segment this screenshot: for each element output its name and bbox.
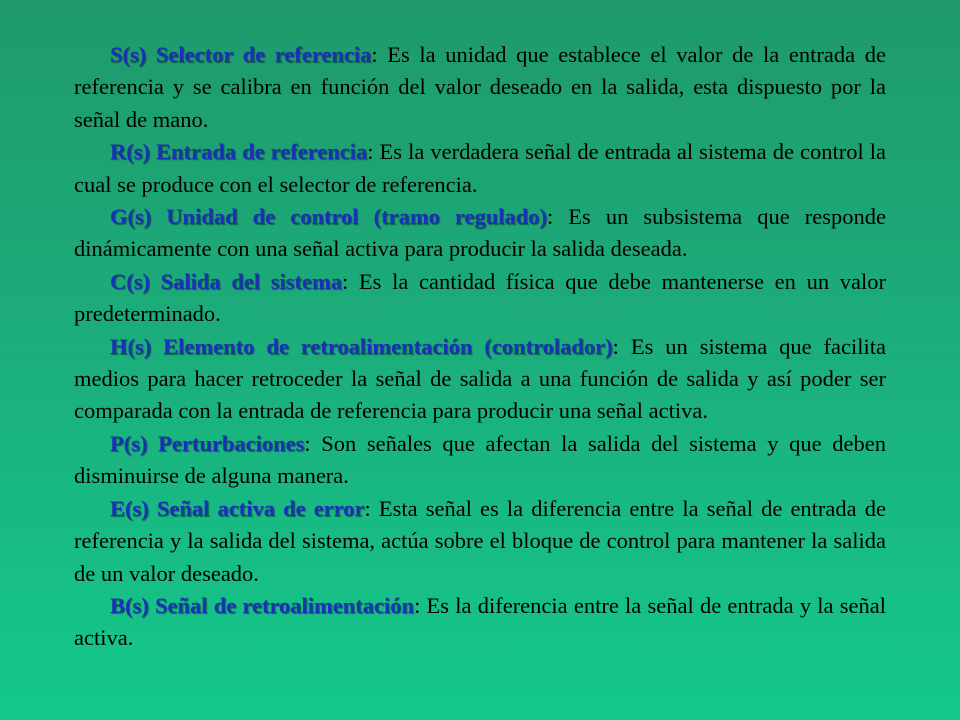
definition-term: S(s) Selector de referencia: [110, 42, 372, 67]
definition-term: H(s) Elemento de retroalimentación (controlador): [110, 333, 613, 359]
definition-term: P(s) Perturbaciones: [110, 430, 305, 456]
definition-salida-sistema: [74, 266, 886, 331]
definition-text: : Es un sistema que facilita medios para hacer retroceder la señal de salida a una función de salida y así poder ser comparada con la entrada de referencia para producir una señal activa.: [74, 333, 886, 424]
definition-text: : Son señales que afectan la salida del sistema y que deben disminuirse de alguna manera.: [74, 430, 886, 489]
definition-term: C(s) Salida del sistema: [110, 268, 343, 294]
definition-text: : Esta señal es la diferencia entre la señal de entrada de referencia y la salida del sistema, actúa sobre el bloque de control para mantener la salida de un valor deseado.: [74, 495, 886, 586]
definition-senal-retroalimentacion: [74, 590, 886, 655]
definitions-slide: [74, 39, 886, 655]
definition-text: : Es la verdadera señal de entrada al sistema de control la cual se produce con el selector de referencia.: [74, 139, 886, 197]
definition-term: B(s) Señal de retroalimentación: [110, 592, 415, 618]
definition-elemento-retroalimentacion: [74, 331, 886, 428]
definition-term: G(s) Unidad de control (tramo regulado): [110, 204, 547, 230]
definition-text: : Es un subsistema que responde dinámicamente con una señal activa para producir la salida deseada.: [74, 204, 886, 262]
definition-unidad-control: [74, 201, 886, 266]
definition-entrada-referencia: [74, 136, 886, 201]
definition-text: : Es la unidad que establece el valor de la entrada de referencia y se calibra en función del valor deseado en la salida, esta dispuesto por la señal de mano.: [74, 42, 886, 132]
definition-term: E(s) Señal activa de error: [110, 495, 365, 521]
definition-text: : Es la diferencia entre la señal de entrada y la señal activa.: [74, 592, 886, 651]
definition-perturbaciones: [74, 428, 886, 493]
definition-text: : Es la cantidad física que debe mantenerse en un valor predeterminado.: [74, 268, 886, 327]
definition-selector-referencia: [74, 39, 886, 136]
definition-term: R(s) Entrada de referencia: [110, 139, 368, 165]
definition-senal-error: [74, 493, 886, 590]
